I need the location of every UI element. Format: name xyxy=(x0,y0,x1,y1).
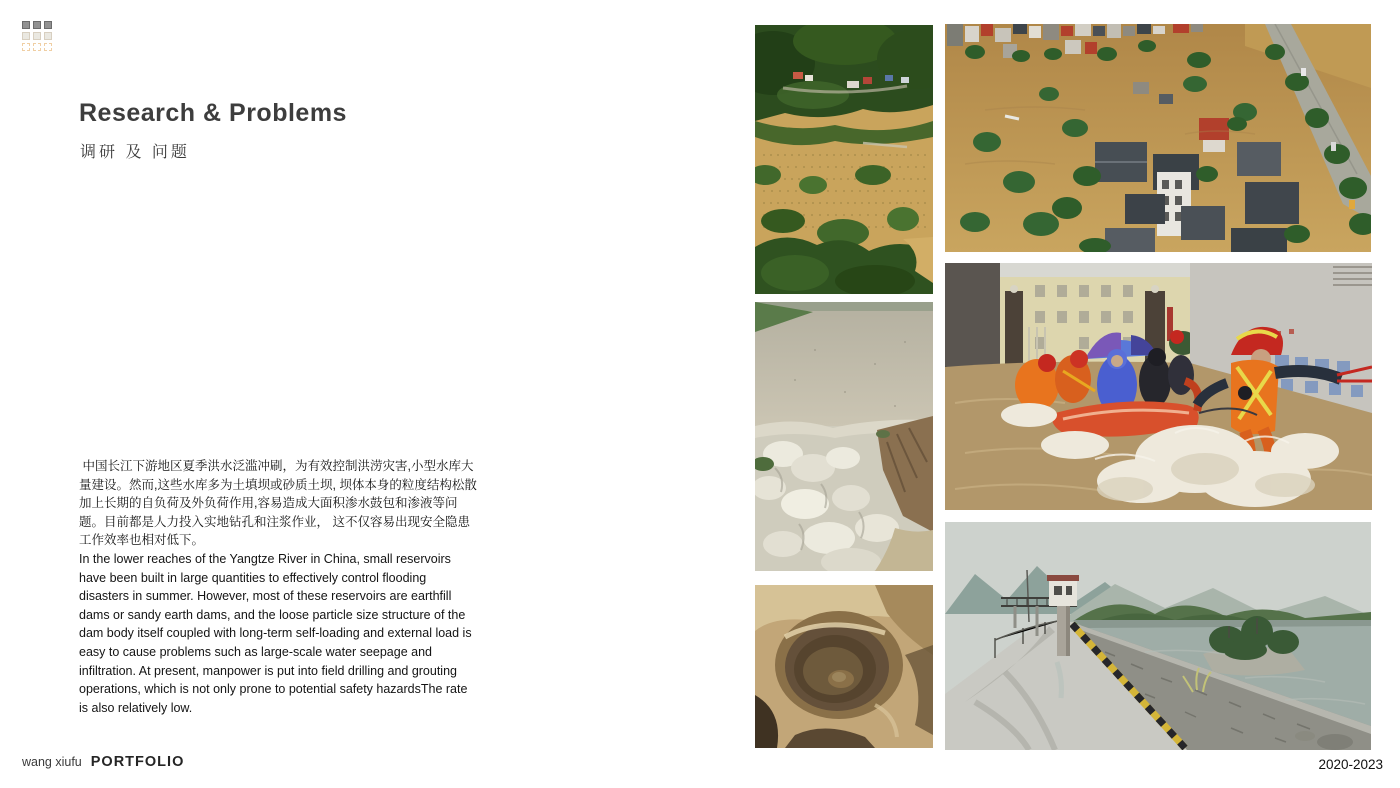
intro-text xyxy=(79,457,479,717)
logo-square xyxy=(33,43,41,51)
page-subtitle-cn: 调研 及 问题 xyxy=(80,144,190,161)
logo-square xyxy=(44,21,52,29)
logo-square xyxy=(33,32,41,40)
logo-square xyxy=(22,21,30,29)
intro-text-english: In the lower reaches of the Yangtze River in China, small reservoirs have been built in large quantities to effectively control flooding disasters in summer. However, most of these reservoirs are earthfill dams or sandy earth dams, and the loose particle size structure of the dam body itself coupled with long-term self-loading and external load is easy to cause problems such as large-scale water seepage and infiltration. At present, manpower is put into field drilling and grouting operations, which is not only prone to potential safety hazardsThe rate is also relatively low. xyxy=(79,551,472,715)
footer-years: 2020-2023 xyxy=(1318,757,1383,772)
logo-square xyxy=(22,32,30,40)
flood-rescue-illustration xyxy=(945,263,1372,510)
photo-dam-spillway-overflow xyxy=(755,302,933,571)
photo-flooded-farmland xyxy=(755,25,933,294)
photo-seepage-mud-pit xyxy=(755,585,933,748)
photo-flooded-village xyxy=(945,24,1371,252)
page-title: Research & Problems xyxy=(79,99,347,127)
spillway-illustration xyxy=(755,302,933,571)
intro-text-chinese: 中国长江下游地区夏季洪水泛滥冲刷，为有效控制洪涝灾害,小型水库大量建设。然而,这些水库多为土填坝或砂质土坝, 坝体本身的粒度结构松散加上长期的自负荷及外负荷作用,容易造成大面积渗水鼓包和渗液等问题。目前都是人力投入实地钻孔和注浆作业， 这不仅容易出现安全隐患工作效率也相对低下。 xyxy=(79,459,477,548)
mud-pit-illustration xyxy=(755,585,933,748)
footer-author-block xyxy=(22,753,184,771)
logo-square xyxy=(33,21,41,29)
photo-flood-rescue xyxy=(945,263,1372,510)
grid-logo-icon xyxy=(22,21,52,51)
flooded-village-illustration xyxy=(945,24,1371,252)
logo-square xyxy=(44,32,52,40)
author-name: wang xiufu xyxy=(22,755,82,769)
portfolio-label: PORTFOLIO xyxy=(90,754,185,770)
photo-reservoir-dam xyxy=(945,522,1371,750)
flooded-farmland-illustration xyxy=(755,25,933,294)
logo-square xyxy=(22,43,30,51)
reservoir-dam-illustration xyxy=(945,522,1371,750)
logo-square xyxy=(44,43,52,51)
